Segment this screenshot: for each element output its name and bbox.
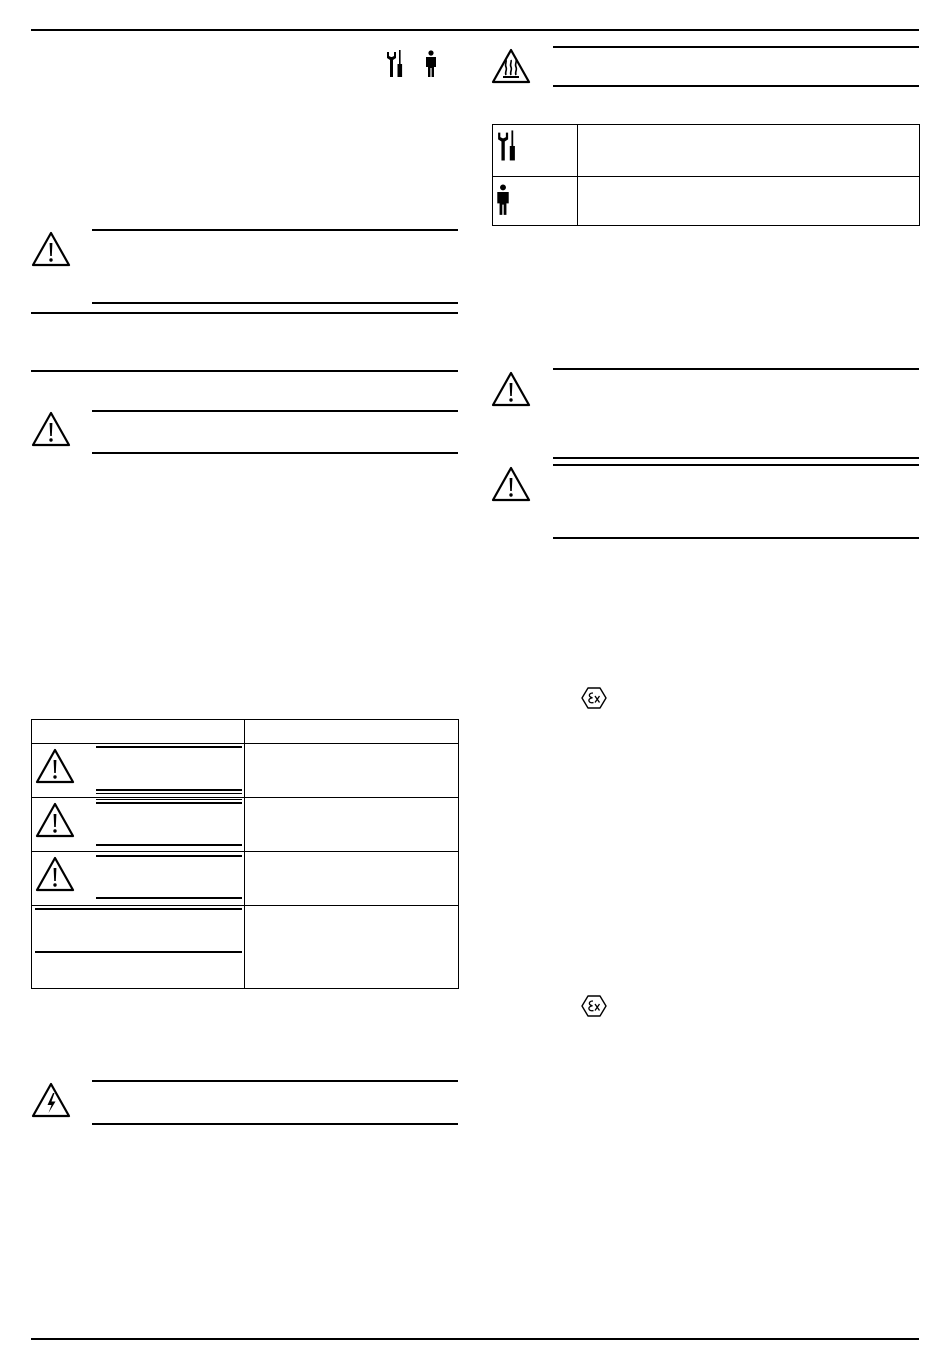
table-row-divider: [31, 851, 459, 852]
warning-triangle-icon: [491, 371, 531, 407]
section-divider: [31, 312, 458, 314]
warning-triangle-icon: [31, 411, 71, 447]
warning-block-bottom-rule: [92, 1123, 458, 1125]
table-row-divider: [492, 176, 920, 177]
warning-triangle-icon: [35, 802, 75, 838]
warning-triangle-icon: [31, 231, 71, 267]
warning-block-bottom-rule: [553, 537, 919, 539]
warning-block-top-rule: [92, 1080, 458, 1082]
hot-surface-icon: [491, 48, 531, 84]
signal-word-bottom-rule: [96, 789, 242, 791]
electric-hazard-icon: [31, 1082, 71, 1118]
warning-block-top-rule: [92, 229, 458, 231]
warning-block-bottom-rule: [92, 452, 458, 454]
tools-icon: [386, 50, 404, 78]
ex-mark-icon: [581, 687, 607, 709]
warning-block-top-rule: [553, 464, 919, 466]
warning-triangle-icon: [35, 748, 75, 784]
person-icon: [424, 50, 438, 78]
table-row-divider: [31, 905, 459, 906]
warning-block-top-rule: [92, 410, 458, 412]
hot-surface-bottom-rule: [553, 85, 919, 87]
signal-word-top-rule: [96, 746, 242, 748]
signal-word-table: [31, 719, 459, 989]
signal-word-top-rule: [96, 799, 242, 800]
page-bottom-rule: [31, 1338, 919, 1340]
table-row-divider: [31, 797, 459, 798]
table-row-divider: [31, 743, 459, 744]
tools-icon: [497, 130, 517, 162]
warning-block-top-rule: [553, 368, 919, 370]
qualification-table: [492, 124, 920, 226]
warning-triangle-icon: [35, 856, 75, 892]
warning-block-bottom-rule: [92, 302, 458, 304]
signal-word-bottom-rule: [35, 951, 242, 953]
signal-word-bottom-rule: [96, 793, 242, 794]
warning-block-bottom-rule: [553, 457, 919, 459]
hot-surface-top-rule: [553, 46, 919, 48]
person-icon: [495, 182, 511, 218]
signal-word-bottom-rule: [96, 844, 242, 846]
section-divider: [31, 370, 458, 372]
page-top-rule: [31, 29, 919, 31]
signal-word-bottom-rule: [96, 897, 242, 899]
signal-word-top-rule: [96, 855, 242, 857]
table-column-divider: [577, 124, 578, 226]
signal-word-top-rule: [35, 908, 242, 910]
warning-triangle-icon: [491, 466, 531, 502]
ex-mark-icon: [581, 995, 607, 1017]
signal-word-top-rule: [96, 802, 242, 804]
table-column-divider: [244, 719, 245, 989]
